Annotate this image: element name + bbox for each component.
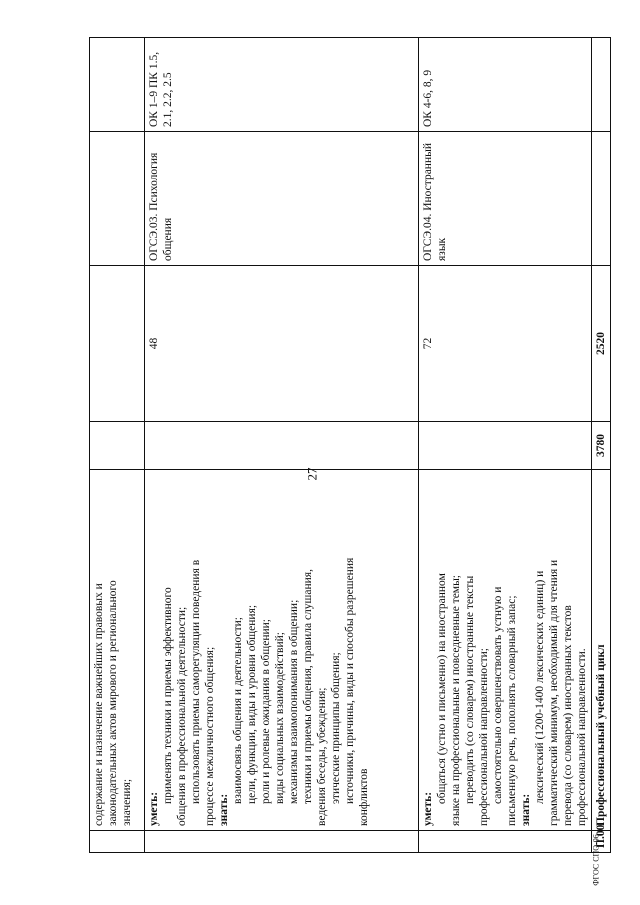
description-line: самостоятельно совершенствовать устную и [491,586,504,804]
description-line: использовать приемы саморегуляции поведения в [189,559,202,804]
description-line: техники и приемы общения, правила слушания, [301,568,314,804]
row-index [418,830,591,852]
row-hours: 72 [418,265,591,421]
description-line: источники, причины, виды и способы разрешения [343,557,356,804]
table-row [89,37,144,852]
description-line: процессе межличностного общения; [203,646,216,826]
table-row [144,37,418,852]
row-hours: 2520 [591,265,610,421]
description-line: законодательных актов мирового и регионального [106,579,119,826]
page-number: 27 [304,467,320,481]
row-competencies: ОК 1–9 ПК 1.5, 2.1, 2.2, 2.5 [144,37,418,131]
footer-document-code: ФГОС СПО-06 [591,834,601,886]
description-line: роли и ролевые ожидания в общении; [259,618,272,804]
curriculum-table-rotated [89,38,607,853]
description-line: языке на профессиональные и повседневные темы; [449,574,462,826]
description-line: этические принципы общения; [329,651,342,804]
description-line: письменную речь, пополнять словарный запас; [505,594,518,826]
description-line: виды социальных взаимодействий; [273,631,286,804]
description-heading: знать: [519,793,532,826]
row-competencies [591,37,610,131]
description-line: применять техники и приемы эффективного [161,586,174,804]
row-index [144,830,418,852]
row-max-load [418,421,591,469]
row-description [89,469,144,830]
description-line: цели, функции, виды и уровни общения; [245,604,258,804]
row-competencies: ОК 4-6, 8, 9 [418,37,591,131]
row-discipline: ОГСЭ.04. Иностранный язык [418,131,591,265]
row-discipline: ОГСЭ.03. Психология общения [144,131,418,265]
description-line: содержание и назначение важнейших правовых и [92,582,105,826]
description-line: конфликтов [357,768,370,826]
description-line: общения в профессиональной деятельности; [175,606,188,826]
row-index: П.00 [591,830,610,852]
description-line: грамматический минимум, необходимый для чтения и [547,559,560,826]
row-competencies [89,37,144,131]
description-heading: знать: [217,793,230,826]
row-index [89,830,144,852]
description-line: значения; [120,778,133,826]
description-line: механизмы взаимопонимания в общении; [287,599,300,804]
row-hours [89,265,144,421]
row-description [591,469,610,830]
description-heading: уметь: [147,791,160,826]
row-discipline [591,131,610,265]
description-heading: Профессиональный учебный цикл [594,643,607,826]
description-line: лексический (1200-1400 лексических единиц) и [533,570,546,804]
description-line: перевода (со словарем) иностранных текстов [561,604,574,826]
row-max-load [89,421,144,469]
description-line: ведения беседы, убеждения; [315,687,328,826]
table-row [418,37,591,852]
description-line: переводить (со словарем) иностранные тексты [463,575,476,804]
row-max-load [144,421,418,469]
description-line: взаимосвязь общения и деятельности; [231,616,244,804]
description-line: профессиональной направленности. [575,647,588,826]
row-hours: 48 [144,265,418,421]
description-heading: уметь: [421,791,434,826]
curriculum-table [89,37,611,853]
description-line: общаться (устно и письменно) на иностранном [435,572,448,804]
row-description [144,469,418,830]
description-line: профессиональной направленности; [477,647,490,826]
row-discipline [89,131,144,265]
table-row [591,37,610,852]
row-max-load: 3780 [591,421,610,469]
row-description [418,469,591,830]
